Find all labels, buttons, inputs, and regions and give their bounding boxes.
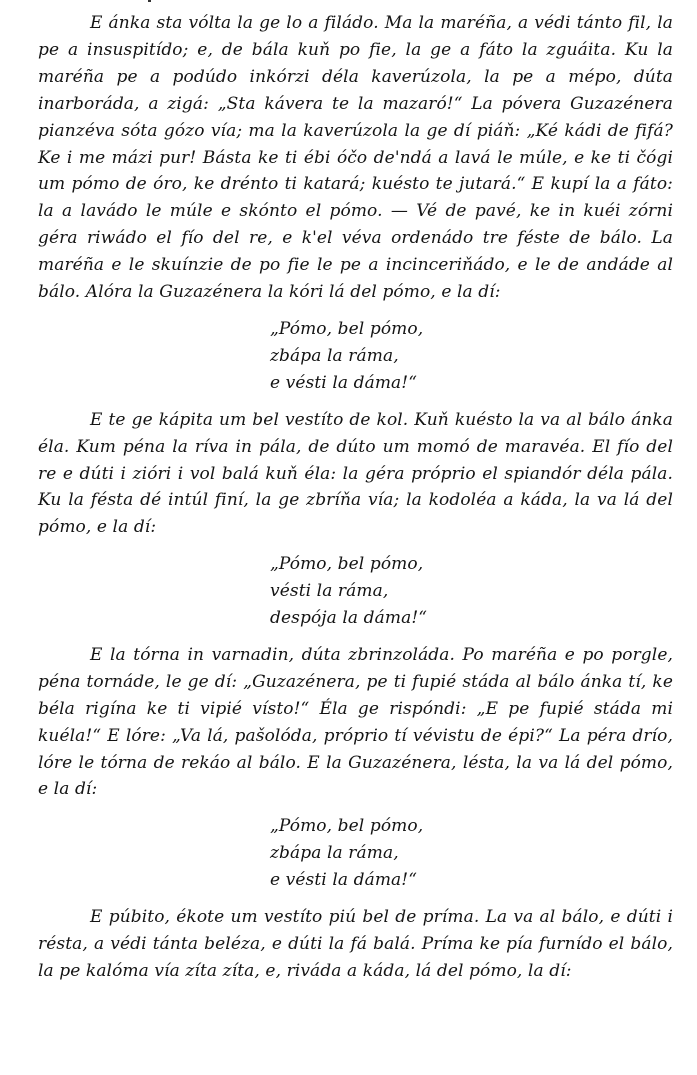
verse [270, 813, 673, 894]
verse [270, 316, 673, 397]
paragraph: E ánka sta vólta la ge lo a filádo. Ma la maréña, a védi tánto fil, la pe a insuspitído; e, de bála kuň po fie, la ge a fáto la zguáita. Ku la maréña pe a podúdo inkórzi déla kaverúzola, la pe a mépo, dúta inarboráda, a zigá: „Sta kávera te la mazaró!“ La póvera Guzazénera pianzéva sóta gózo vía; ma la kaverúzola la ge dí piáň: „Ké kádi de fifá? Ke i me mázi pur! Básta ke ti ébi óčo de'ndá a lavá le múle, e ke ti čógi um pómo de óro, ke drénto ti katará; kuésto te jutará.“ E kupí la a fáto: la a lavádo le múle e skónto el pómo. — Vé de pavé, ke in kuéi zórni géra riwádo el fío del re, e k'el véva ordenádo tre féste de bálo. La maréña e le skuínzie de po fie le pe a incinceriňádo, e le de andáde al bálo. Alóra la Guzazénera la kóri lá del pómo, e la dí: [38, 13, 673, 303]
print-speck [148, 0, 151, 2]
verse-line: despója la dáma!“ [270, 608, 428, 629]
verse-line: „Pómo, bel pómo, [270, 816, 424, 837]
verse-line: e vésti la dáma!“ [270, 372, 417, 393]
verse-line: „Pómo, bel pómo, [270, 318, 424, 339]
verse-line: vésti la ráma, [270, 581, 389, 602]
paragraph: E te ge kápita um bel vestíto de kol. Kuň kuésto la va al bálo ánka éla. Kum péna la ríva in pála, de dúto um momó de maravéa. El fío del re e dúti i zióri i vol balá kuň éla: la géra próprio el spiandór déla pála. Ku la fésta dé intúl finí, la ge zbríňa vía; la kodoléa a káda, la va lá del pómo, e la dí: [38, 409, 673, 538]
paragraph: E la tórna in varnadin, dúta zbrinzoláda. Po maréña e po porgle, péna tornáde, le ge dí: „Guzazénera, pe ti fupié stáda al bálo ánka tí, ke béla rigína ke ti vipié vísto!“ Éla ge rispóndi: „E pe fupié stáda mi kuéla!“ E lóre: „Va lá, pašolóda, próprio tí vévistu de épi?“ La péra drío, lóre le tórna de rekáo al bálo. E la Guzazénera, lésta, la va lá del pómo, e la dí: [38, 644, 673, 800]
verse-line: zbápa la ráma, [270, 843, 399, 864]
verse-line: „Pómo, bel pómo, [270, 554, 424, 575]
paragraph: E púbito, ékote um vestíto piú bel de príma. La va al bálo, e dúti i résta, a védi tánta beléza, e dúti la fá balá. Príma ke pía furnído el bálo, la pe kalóma vía zíta zíta, e, riváda a káda, lá del pómo, la dí: [38, 907, 673, 981]
verse-line: zbápa la ráma, [270, 345, 399, 366]
verse [270, 551, 673, 632]
verse-line: e vésti la dáma!“ [270, 870, 417, 891]
